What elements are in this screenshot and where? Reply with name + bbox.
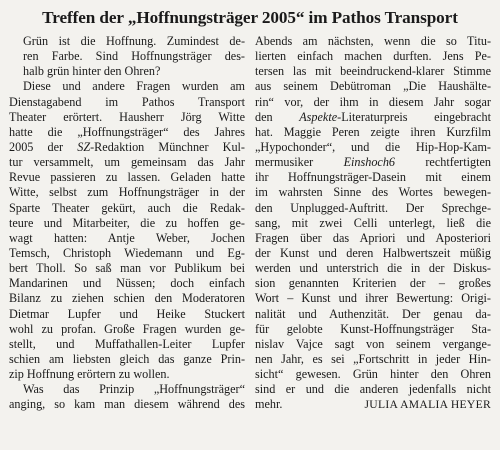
text-line: für gelobte Kunst-Hoffnungsträger Sta- [255, 321, 491, 336]
text-line: wohl zu profan. Große Fragen wurden ge- [9, 321, 245, 336]
text-line: Dienstagabend im Pathos Transport [9, 94, 245, 109]
text-line: sind er und die anderen jedenfalls nicht [255, 382, 491, 397]
text-line: Diese und andere Fragen wurden am [23, 79, 245, 94]
text-line: halb grün hinter den Ohren? [23, 64, 161, 79]
text-line: Dietmar Lupfer und Heike Stuckert [9, 306, 245, 321]
text-line: Temsch, Christoph Wiedemann und Eg- [9, 245, 245, 260]
text-line: nen Jahr, es sei „Fortschritt in jeder Hin- [255, 351, 491, 366]
text-line: rin“ vor, der ihm in diesem Jahr sogar [255, 94, 491, 109]
text-line: nislav Vajce sagt von seinem vergange- [255, 336, 491, 351]
article-column-right [255, 34, 491, 413]
text-line: hatte die „Hoffnungsträger“ des Jahres [9, 124, 245, 139]
text-line: den Unplugged-Auftritt. Der Sprechge- [255, 200, 491, 215]
text-line: aus seinem Debütroman „Die Haushälte- [255, 79, 491, 94]
text-line: Theater erörtert. Hausherr Jörg Witte [9, 109, 245, 124]
text-line: lierten einfach machen durften. Jens Pe- [255, 49, 491, 64]
text-line: Bilanz zu ziehen schien den Moderatoren [9, 291, 245, 306]
right-column-lines [255, 34, 491, 397]
text-line: anging, so kam man diesem während des [9, 397, 245, 412]
text-line: „Hypochonder“, und die Hip-Hop-Kam- [255, 139, 491, 154]
text-line: teure und Mitarbeiter, die zu hoffen ge- [9, 215, 245, 230]
text-line: schien am liebsten gleich das ganze Prin- [9, 351, 245, 366]
text-line: wagt hatten: Antje Weber, Jochen [9, 230, 245, 245]
text-line: hat. Maggie Peren zeigte ihren Kurzfilm [255, 124, 491, 139]
text-line: stellt, und Muffathallen-Leiter Lupfer [9, 336, 245, 351]
text-line: Fragen über das Apriori und Aposteriori [255, 230, 491, 245]
author-byline: JULIA AMALIA HEYER [364, 398, 491, 412]
text-line: Grün ist die Hoffnung. Zumindest de- [23, 34, 245, 48]
text-line: den Aspekte-Literaturpreis eingebracht [255, 109, 491, 124]
text-line: ren Farbe. Sind Hoffnungsträger des- [23, 49, 245, 64]
text-line: sicht“ gewesen. Grün hinter den Ohren [255, 367, 491, 382]
text-line: sion genannten Kriterien der – großes [255, 276, 491, 291]
closing-line [255, 397, 491, 412]
text-line: der Kunst und deren Halbwertszeit müßig [255, 245, 491, 260]
article-column-left [9, 34, 245, 413]
text-line: Abends am nächsten, wenn die so Titu- [255, 34, 491, 48]
text-line: werden und unterstrich die in der Diskus- [255, 261, 491, 276]
article-body [9, 34, 491, 413]
text-line: mermusiker Einshoch6 rechtfertigten [255, 155, 491, 170]
text-line: Sparte Theater gekürt, auch die Redak- [9, 200, 245, 215]
closing-word: mehr. [255, 397, 283, 412]
text-line: 2005 der SZ-Redaktion Münchner Kul- [9, 139, 245, 154]
text-line: tur versammelt, um gemeinsam das Jahr [9, 155, 245, 170]
text-line: tersen las mit beeindruckend-klarer Stimme [255, 64, 491, 79]
text-line: bert Tholl. So saß man vor Publikum bei [9, 261, 245, 276]
text-line: Was das Prinzip „Hoffnungsträger“ [23, 382, 245, 397]
text-line: Revue passieren zu lassen. Geladen hatte [9, 170, 245, 185]
text-line: Wort – Kunst und ihrer Bewertung: Origi- [255, 291, 491, 306]
text-line: zip Hoffnung erörtern zu wollen. [9, 367, 170, 382]
text-line: sang, mit zwei Celli unterlegt, ließ die [255, 215, 491, 230]
text-line: Mandarinen und Nüssen; doch einfach [9, 276, 245, 291]
article-headline: Treffen der „Hoffnungsträger 2005“ im Pathos Transport [42, 8, 458, 27]
text-line: Witte, selbst zum Hoffnungsträger in der [9, 185, 245, 200]
text-line: nalität und Authenzität. Der genau da- [255, 306, 491, 321]
text-line: ihr Hoffnungsträger-Dasein mit einem [255, 170, 491, 185]
text-line: im wahrsten Sinne des Wortes bewegen- [255, 185, 491, 200]
